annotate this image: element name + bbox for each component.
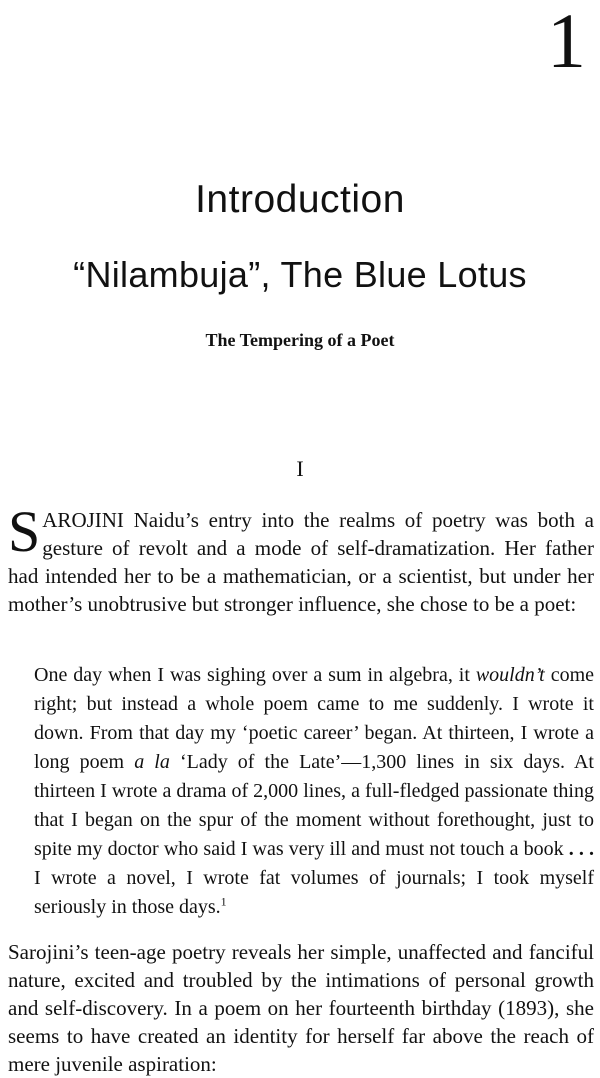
chapter-title: Introduction	[195, 178, 405, 221]
drop-cap: S	[8, 499, 41, 564]
block-quote	[34, 661, 594, 922]
paragraph-intro-text: AROJINI Naidu’s entry into the realms of poetry was both a gesture of revolt and a mode of self-dramatization. Her father had intended her to be a mathematician, or a scientist, but under her mother’s unobtrusive but stronger influence, she chose to be a poet:	[8, 508, 594, 616]
chapter-subtitle: “Nilambuja”, The Blue Lotus	[73, 254, 527, 295]
footnote-marker: 1	[220, 894, 227, 909]
quote-ellipsis: . . .	[563, 838, 594, 860]
section-heading: The Tempering of a Poet	[205, 330, 395, 350]
quote-text-2: come right; but instead a whole poem came to me suddenly. I wrote it down. From that day my ‘poetic career’ began. At thirteen, I wrote a long poem	[34, 664, 595, 773]
quote-text-4: I wrote a novel, I wrote fat volumes of journals; I took myself seriously in those days.	[34, 867, 594, 918]
quote-italic-2: a la	[134, 751, 170, 773]
chapter-number: 1	[547, 0, 586, 84]
quote-text-3: ‘Lady of the Late’—1,300 lines in six days. At thirteen I wrote a drama of 2,000 lines, a full-fledged passionate thing that I began on the spur of the moment without forethought, just to spite my doctor who said I was very ill and must not touch a book	[34, 751, 594, 860]
paragraph-intro	[8, 499, 594, 618]
quote-italic-1: wouldn’t	[475, 664, 545, 686]
paragraph-teen-poetry: Sarojini’s teen-age poetry reveals her simple, unaffected and fanciful nature, excited and troubled by the intimations of personal growth and self-discovery. In a poem on her fourteenth birthday (1893), she seems to have created an identity for herself far above the reach of mere juvenile aspiration:	[8, 940, 594, 1076]
section-numeral: I	[296, 456, 304, 481]
quote-text-1: One day when I was sighing over a sum in algebra, it	[34, 664, 476, 686]
